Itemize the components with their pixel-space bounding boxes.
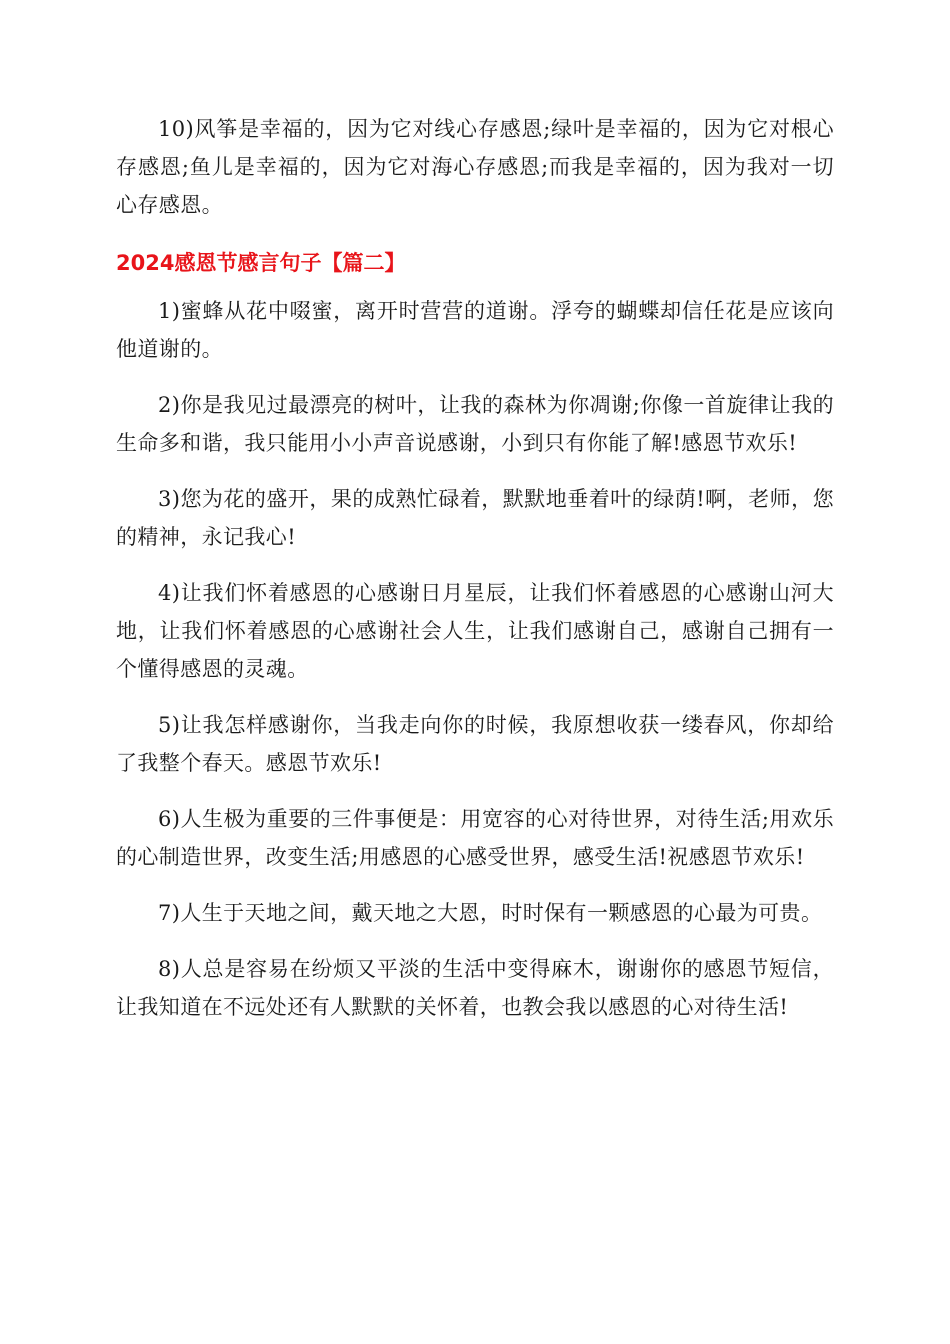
section-heading: 2024感恩节感言句子【篇二】 xyxy=(116,251,406,275)
paragraph-1: 1)蜜蜂从花中啜蜜，离开时营营的道谢。浮夸的蝴蝶却信任花是应该向他道谢的。 xyxy=(116,299,834,361)
paragraph-10: 10)风筝是幸福的，因为它对线心存感恩;绿叶是幸福的，因为它对根心存感恩;鱼儿是幸福的，因为它对海心存感恩;而我是幸福的，因为我对一切心存感恩。 xyxy=(116,117,834,217)
document-body xyxy=(116,110,834,1044)
paragraph-4: 4)让我们怀着感恩的心感谢日月星辰，让我们怀着感恩的心感谢山河大地，让我们怀着感恩的心感谢社会人生，让我们感谢自己，感谢自己拥有一个懂得感恩的灵魂。 xyxy=(116,581,834,681)
paragraph-5: 5)让我怎样感谢你，当我走向你的时候，我原想收获一缕春风，你却给了我整个春天。感恩节欢乐! xyxy=(116,713,834,775)
paragraph-3: 3)您为花的盛开，果的成熟忙碌着，默默地垂着叶的绿荫!啊，老师，您的精神，永记我心! xyxy=(116,487,834,549)
paragraph-8: 8)人总是容易在纷烦又平淡的生活中变得麻木，谢谢你的感恩节短信，让我知道在不远处还有人默默的关怀着，也教会我以感恩的心对待生活! xyxy=(116,957,834,1019)
paragraph-2: 2)你是我见过最漂亮的树叶，让我的森林为你凋谢;你像一首旋律让我的生命多和谐，我只能用小小声音说感谢，小到只有你能了解!感恩节欢乐! xyxy=(116,393,834,455)
paragraph-7: 7)人生于天地之间，戴天地之大恩，时时保有一颗感恩的心最为可贵。 xyxy=(158,901,823,925)
paragraph-6: 6)人生极为重要的三件事便是：用宽容的心对待世界，对待生活;用欢乐的心制造世界，改变生活;用感恩的心感受世界，感受生活!祝感恩节欢乐! xyxy=(116,807,834,869)
